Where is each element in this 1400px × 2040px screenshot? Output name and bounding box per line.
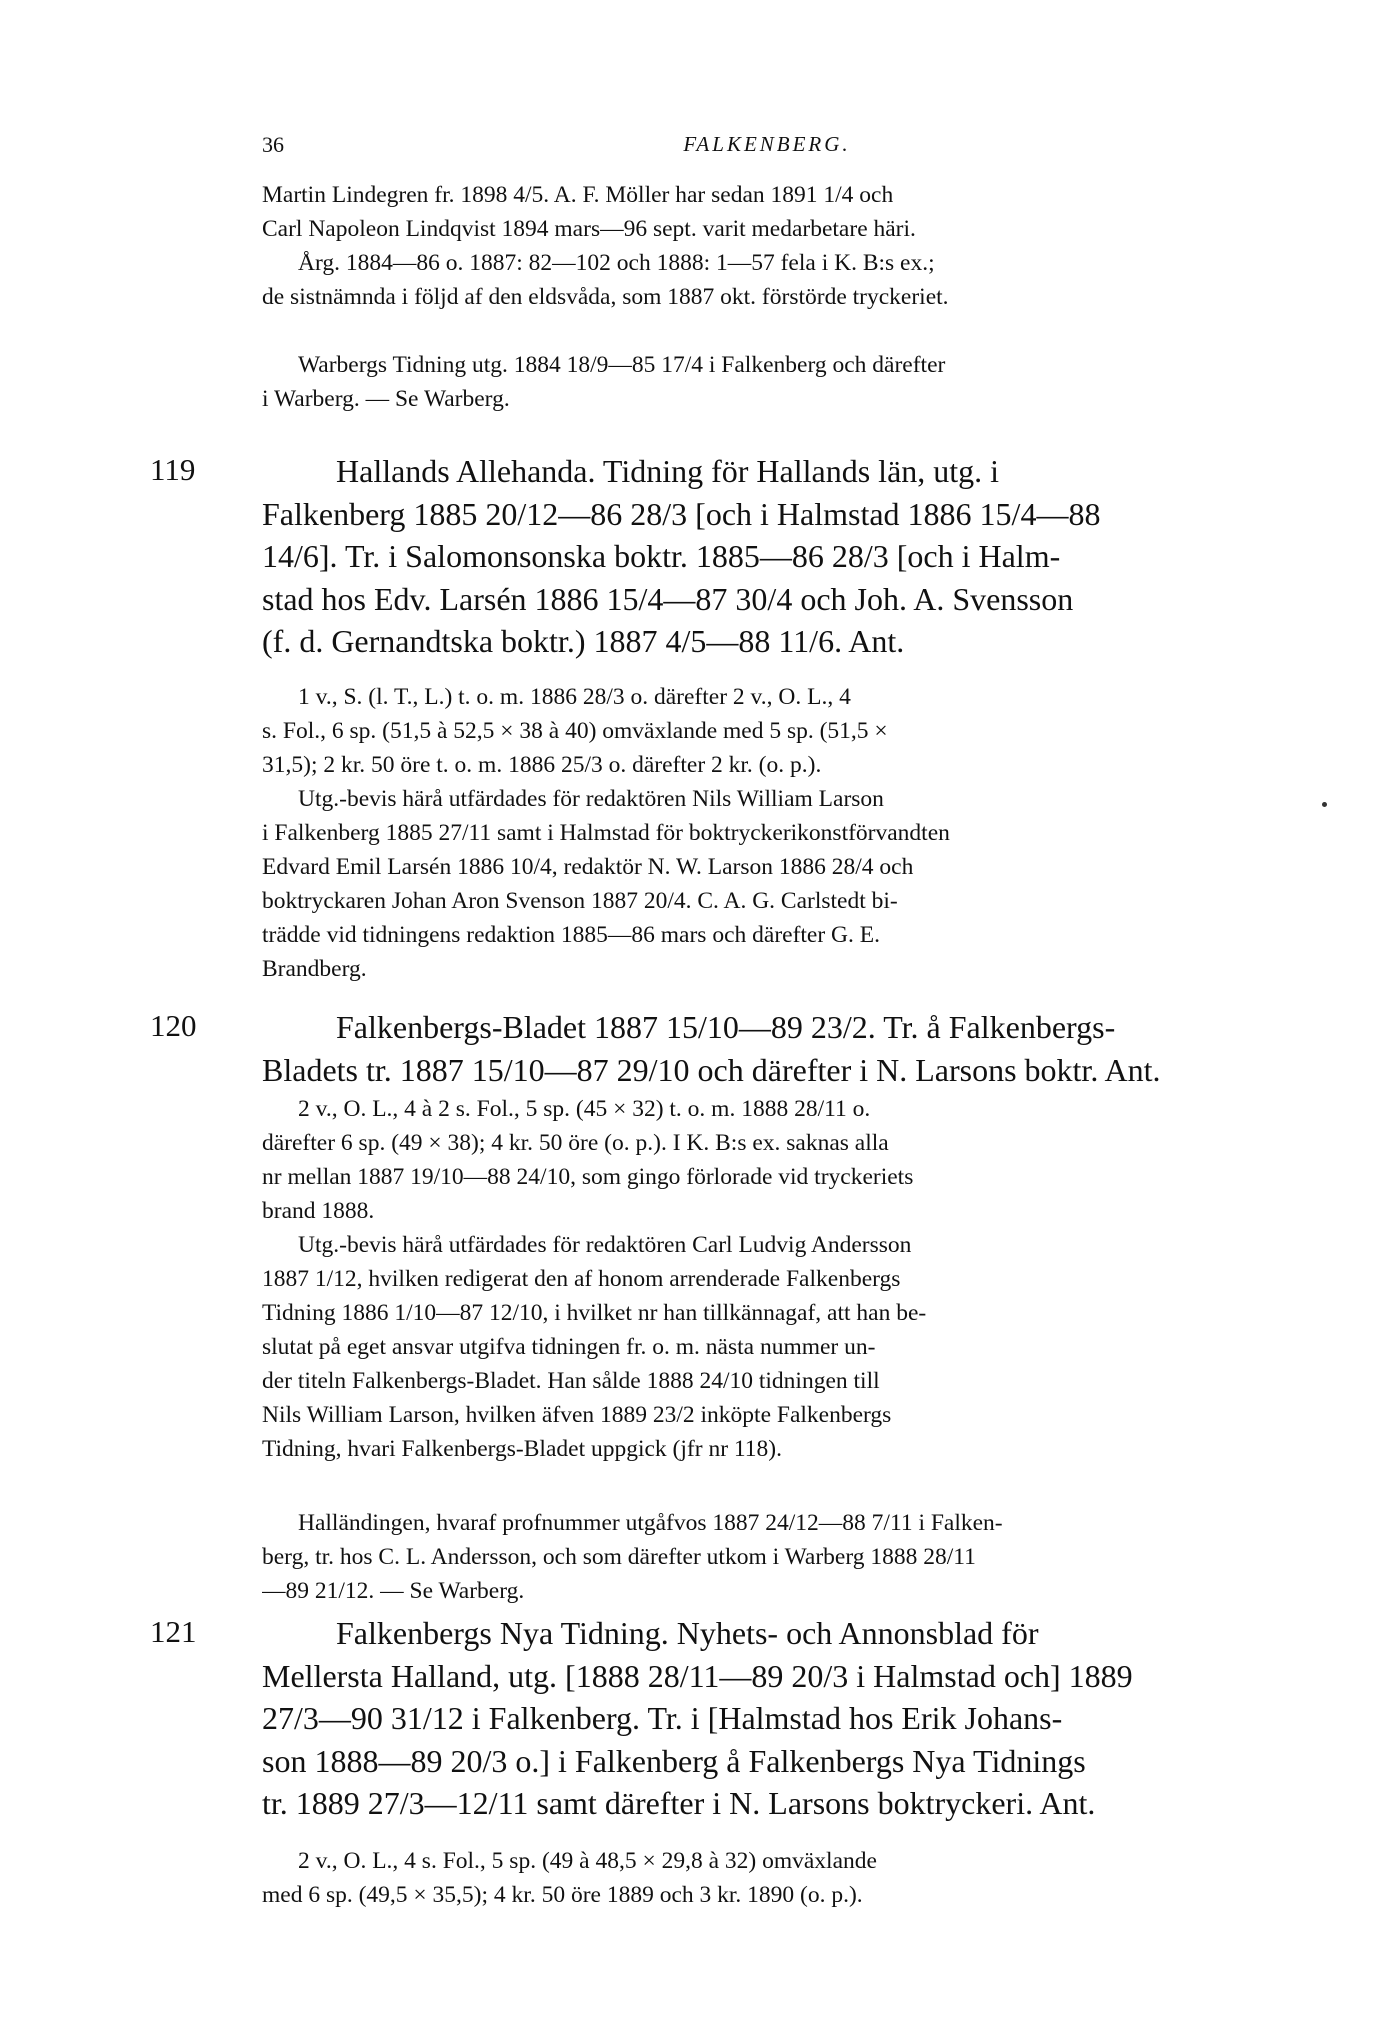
text-line: boktryckaren Johan Aron Svenson 1887 20/4. C. A. G. Carlstedt bi- (262, 888, 898, 914)
entry-number-120: 120 (150, 1008, 197, 1043)
entry-119-main (262, 450, 1272, 663)
page-header (262, 132, 1272, 162)
text-line: stad hos Edv. Larsén 1886 15/4—87 30/4 och Joh. A. Svensson (262, 580, 1074, 617)
entry-120-main (262, 1006, 1272, 1091)
text-line: med 6 sp. (49,5 × 35,5); 4 kr. 50 öre 1889 och 3 kr. 1890 (o. p.). (262, 1882, 863, 1908)
text-line: Falkenbergs-Bladet 1887 15/10—89 23/2. Tr. å Falkenbergs- (336, 1009, 1116, 1045)
text-line: brand 1888. (262, 1198, 375, 1224)
text-line: 2 v., O. L., 4 à 2 s. Fol., 5 sp. (45 × 32) t. o. m. 1888 28/11 o. (298, 1096, 871, 1122)
entry-number-119: 119 (150, 452, 196, 487)
hallandingen-note (262, 1506, 1272, 1608)
print-speck (1322, 802, 1327, 807)
text-line: 14/6]. Tr. i Salomonsonska boktr. 1885—86 28/3 [och i Halm- (262, 538, 1061, 574)
text-line: trädde vid tidningens redaktion 1885—86 mars och därefter G. E. (262, 922, 881, 948)
entry-121-main (262, 1612, 1272, 1825)
entry-120-notes (262, 1228, 1272, 1466)
text-line: (f. d. Gernandtska boktr.) 1887 4/5—88 11/6. Ant. (262, 623, 905, 659)
text-line: slutat på eget ansvar utgifva tidningen fr. o. m. nästa nummer un- (262, 1334, 876, 1360)
text-line: Halländingen, hvaraf profnummer utgåfvos 1887 24/12—88 7/11 i Falken- (298, 1510, 1003, 1536)
text-line: —89 21/12. — Se Warberg. (262, 1578, 525, 1604)
text-line: nr mellan 1887 19/10—88 24/10, som gingo förlorade vid tryckeriets (262, 1164, 914, 1190)
text-line: Bladets tr. 1887 15/10—87 29/10 och därefter i N. Larsons boktr. Ant. (262, 1051, 1161, 1088)
text-line: Brandberg. (262, 956, 367, 982)
text-line: Hallands Allehanda. Tidning för Hallands län, utg. i (336, 453, 1000, 489)
warbergs-tidning-note (262, 348, 1272, 416)
text-line: därefter 6 sp. (49 × 38); 4 kr. 50 öre (o. p.). I K. B:s ex. saknas alla (262, 1130, 889, 1156)
text-line: Warbergs Tidning utg. 1884 18/9—85 17/4 i Falkenberg och därefter (298, 352, 946, 378)
entry-120-details (262, 1092, 1272, 1228)
text-line: 1887 1/12, hvilken redigerat den af honom arrenderade Falkenbergs (262, 1266, 901, 1292)
text-line: tr. 1889 27/3—12/11 samt därefter i N. Larsons boktryckeri. Ant. (262, 1785, 1096, 1821)
entry-119-notes (262, 782, 1272, 986)
text-line: Nils William Larson, hvilken äfven 1889 23/2 inköpte Falkenbergs (262, 1402, 892, 1428)
text-line: 27/3—90 31/12 i Falkenberg. Tr. i [Halmstad hos Erik Johans- (262, 1700, 1063, 1736)
text-line: Utg.-bevis härå utfärdades för redaktören Carl Ludvig Andersson (298, 1232, 912, 1258)
running-title: FALKENBERG. (683, 132, 851, 156)
text-line: Falkenbergs Nya Tidning. Nyhets- och Annonsblad för (336, 1615, 1039, 1651)
text-line: son 1888—89 20/3 o.] i Falkenberg å Falkenbergs Nya Tidnings (262, 1742, 1086, 1779)
text-line: 1 v., S. (l. T., L.) t. o. m. 1886 28/3 o. därefter 2 v., O. L., 4 (298, 684, 851, 710)
text-line: s. Fol., 6 sp. (51,5 à 52,5 × 38 à 40) omväxlande med 5 sp. (51,5 × (262, 718, 888, 744)
text-line: berg, tr. hos C. L. Andersson, och som därefter utkom i Warberg 1888 28/11 (262, 1544, 976, 1570)
text-line: Utg.-bevis härå utfärdades för redaktören Nils William Larson (298, 786, 884, 812)
entry-119-details (262, 680, 1272, 782)
text-line: Falkenberg 1885 20/12—86 28/3 [och i Halmstad 1886 15/4—88 (262, 495, 1101, 532)
text-line: Årg. 1884—86 o. 1887: 82—102 och 1888: 1—57 fela i K. B:s ex.; (298, 250, 935, 276)
entry-number-121: 121 (150, 1614, 197, 1649)
text-line: Tidning 1886 1/10—87 12/10, i hvilket nr han tillkännagaf, att han be- (262, 1300, 927, 1326)
text-line: Mellersta Halland, utg. [1888 28/11—89 20/3 i Halmstad och] 1889 (262, 1657, 1133, 1694)
text-line: Carl Napoleon Lindqvist 1894 mars—96 sept. varit medarbetare häri. (262, 216, 916, 242)
text-line: Martin Lindegren fr. 1898 4/5. A. F. Möller har sedan 1891 1/4 och (262, 182, 894, 208)
text-line: 2 v., O. L., 4 s. Fol., 5 sp. (49 à 48,5 × 29,8 à 32) omväxlande (298, 1848, 877, 1874)
text-line: 31,5); 2 kr. 50 öre t. o. m. 1886 25/3 o. därefter 2 kr. (o. p.). (262, 752, 822, 778)
text-line: der titeln Falkenbergs-Bladet. Han sålde 1888 24/10 tidningen till (262, 1368, 880, 1394)
text-line: de sistnämnda i följd af den eldsvåda, som 1887 okt. förstörde tryckeriet. (262, 284, 949, 310)
text-line: i Falkenberg 1885 27/11 samt i Halmstad för boktryckerikonstförvandten (262, 820, 950, 846)
entry-121-details (262, 1844, 1272, 1912)
page-number: 36 (262, 132, 284, 157)
text-line: i Warberg. — Se Warberg. (262, 386, 510, 412)
text-line: Tidning, hvari Falkenbergs-Bladet uppgick (jfr nr 118). (262, 1436, 782, 1462)
text-line: Edvard Emil Larsén 1886 10/4, redaktör N. W. Larson 1886 28/4 och (262, 854, 914, 880)
previous-entry-continuation (262, 178, 1272, 314)
